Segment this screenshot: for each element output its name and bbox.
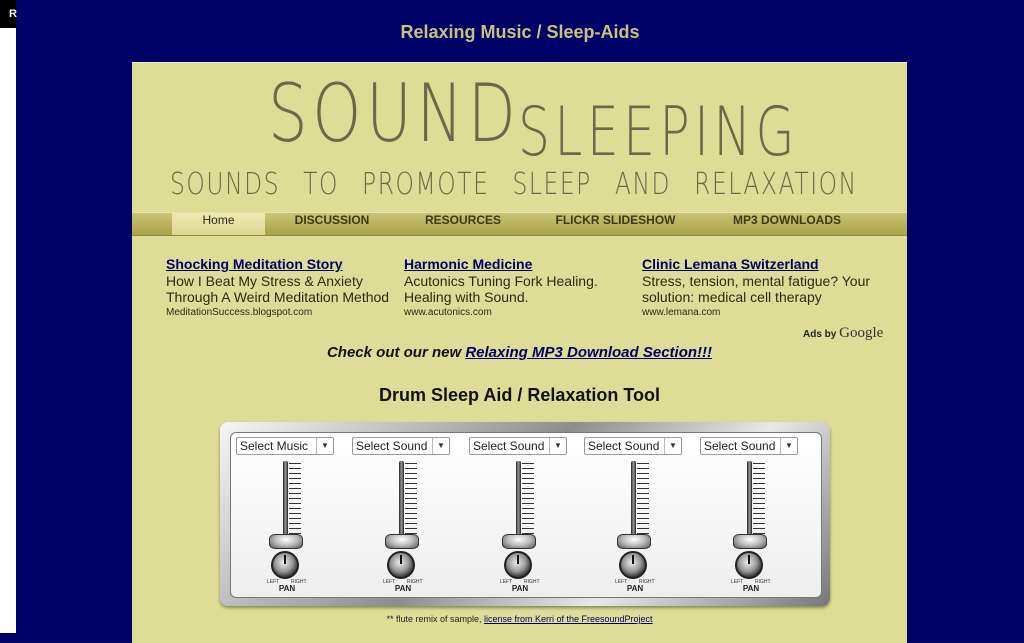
pan-right-label: RIGHT (291, 579, 307, 585)
volume-track (283, 461, 288, 541)
ad-1-url[interactable]: MeditationSuccess.blogspot.com (166, 307, 313, 318)
volume-fader[interactable] (733, 534, 767, 549)
pan-right-label: RIGHT (755, 579, 771, 585)
ad-3-url[interactable]: www.lemana.com (642, 307, 721, 318)
pan-knob[interactable] (504, 551, 532, 579)
ad-1-body: How I Beat My Stress & Anxiety Through A Weird Meditation Method (166, 273, 390, 305)
pan-label: PAN (278, 584, 296, 593)
volume-fader[interactable] (269, 534, 303, 549)
ad-block-3 (642, 256, 882, 320)
mp3-download-section-link[interactable]: Relaxing MP3 Download Section (465, 344, 698, 361)
pan-left-label: LEFT (383, 579, 396, 585)
ad-1-title-link[interactable]: Shocking Meditation Story (166, 256, 343, 272)
ad-3-body: Stress, tension, mental fatigue? Your solution: medical cell therapy (642, 273, 871, 305)
pan-knob[interactable] (619, 551, 647, 579)
ad-3-title-link[interactable]: Clinic Lemana Switzerland (642, 256, 819, 272)
ad-2-body: Acutonics Tuning Fork Healing. Healing with Sound. (404, 273, 598, 305)
page-title: Relaxing Music / Sleep-Aids (400, 22, 640, 42)
logo-sleeping: SLEEPING (518, 93, 799, 172)
pan-label: PAN (742, 584, 760, 593)
sound-select[interactable] (584, 437, 682, 455)
volume-track (747, 461, 752, 541)
pan-label: PAN (394, 584, 412, 593)
logo-tagline: SOUNDS TO PROMOTE SLEEP AND RELAXATION (170, 167, 858, 202)
pan-right-label: RIGHT (524, 579, 540, 585)
nav-home[interactable]: Home (172, 213, 265, 235)
sound-select[interactable] (700, 437, 798, 455)
mp3-promo-suffix: !!! (697, 344, 713, 361)
pan-right-label: RIGHT (639, 579, 655, 585)
sound-select-value: Select Sound (473, 439, 545, 453)
volume-ticks (289, 463, 301, 537)
pan-knob[interactable] (387, 551, 415, 579)
chevron-down-icon: ▼ (664, 438, 681, 454)
volume-track (399, 461, 404, 541)
ad-2-url[interactable]: www.acutonics.com (404, 307, 492, 318)
drum-mixer (220, 422, 830, 606)
volume-ticks (637, 463, 649, 537)
nav-resources[interactable]: RESOURCES (424, 213, 501, 227)
sound-select[interactable] (469, 437, 567, 455)
pan-right-label: RIGHT (407, 579, 423, 585)
tool-title: Drum Sleep Aid / Relaxation Tool (378, 385, 661, 405)
sound-select-value: Select Sound (704, 439, 776, 453)
google-wordmark: Google (839, 325, 884, 341)
music-select[interactable] (236, 437, 334, 455)
volume-track (631, 461, 636, 541)
mixer-channel-5 (695, 433, 811, 597)
sound-select[interactable] (352, 437, 450, 455)
volume-ticks (753, 463, 765, 537)
volume-fader[interactable] (502, 534, 536, 549)
chevron-down-icon: ▼ (780, 438, 797, 454)
mixer-channel-3 (464, 433, 580, 597)
chevron-down-icon: ▼ (432, 438, 449, 454)
credit-prefix: ** flute remix of sample, (386, 614, 484, 624)
pan-knob[interactable] (735, 551, 763, 579)
nav-flickr-slideshow[interactable]: FLICKR SLIDESHOW (555, 213, 676, 227)
mixer-channel-2 (347, 433, 463, 597)
mp3-promo (132, 344, 907, 361)
ad-2-title-link[interactable]: Harmonic Medicine (404, 256, 533, 272)
content-panel (132, 62, 907, 643)
nav-discussion[interactable]: DISCUSSION (294, 213, 370, 227)
pan-knob[interactable] (271, 551, 299, 579)
left-margin-strip (0, 0, 16, 633)
music-select-value: Select Music (240, 439, 309, 453)
volume-fader[interactable] (385, 534, 419, 549)
ad-block-2 (404, 256, 632, 320)
credit-note (132, 614, 907, 624)
volume-ticks (522, 463, 534, 537)
mixer-channel-1 (231, 433, 347, 597)
volume-track (516, 461, 521, 541)
corner-badge: R (0, 0, 16, 28)
pan-label: PAN (626, 584, 644, 593)
main-nav (132, 212, 907, 236)
logo-sound: SOUND (268, 67, 521, 160)
sound-select-value: Select Sound (356, 439, 428, 453)
mixer-channel-4 (579, 433, 695, 597)
pan-left-label: LEFT (267, 579, 280, 585)
pan-left-label: LEFT (615, 579, 628, 585)
ads-by-prefix: Ads by (803, 329, 837, 340)
nav-mp3-downloads[interactable]: MP3 DOWNLOADS (733, 213, 841, 227)
mp3-promo-prefix: Check out our new (326, 344, 466, 361)
volume-fader[interactable] (617, 534, 651, 549)
freesound-license-link[interactable]: license from Kerri of the FreesoundProject (483, 614, 653, 624)
chevron-down-icon: ▼ (549, 438, 566, 454)
mixer-face (230, 432, 822, 598)
ad-block-1 (166, 256, 394, 320)
chevron-down-icon: ▼ (316, 438, 333, 454)
ads-by-google[interactable] (803, 325, 883, 342)
volume-ticks (405, 463, 417, 537)
sound-select-value: Select Sound (588, 439, 660, 453)
pan-left-label: LEFT (500, 579, 513, 585)
pan-left-label: LEFT (731, 579, 744, 585)
pan-label: PAN (511, 584, 529, 593)
